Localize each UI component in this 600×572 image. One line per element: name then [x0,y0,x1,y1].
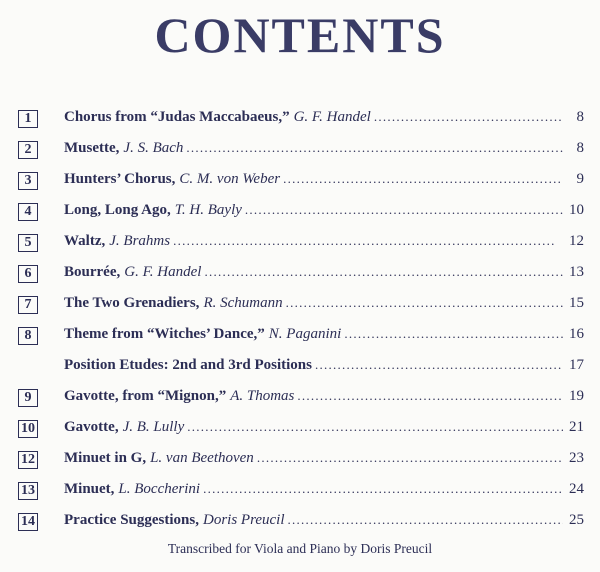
page-number: 17 [569,357,584,373]
toc-row[interactable] [18,477,584,508]
toc-row[interactable] [18,260,584,291]
piece-title: Gavotte, from “Mignon,” [64,388,227,404]
composer-name: N. Paganini [268,326,342,342]
track-number-box: 8 [18,327,38,345]
page-number: 8 [576,140,584,156]
toc-row[interactable] [18,446,584,477]
dot-leader [203,481,563,497]
track-number-box: 5 [18,234,38,252]
track-number-box: 13 [18,482,38,500]
track-number-box: 4 [18,203,38,221]
piece-title: Chorus from “Judas Maccabaeus,” [64,109,290,125]
composer-name: J. S. Bach [123,140,184,156]
toc-entry [64,512,584,529]
track-number-box: 14 [18,513,38,531]
composer-name: A. Thomas [230,388,295,404]
page-number: 21 [569,419,584,435]
dot-leader [297,388,563,404]
footer-credit: Transcribed for Viola and Piano by Doris Preucil [167,541,433,556]
toc-row[interactable] [18,229,584,260]
page-number: 23 [569,450,584,466]
toc-entry [64,233,584,250]
dot-leader [283,171,563,187]
piece-title: Musette, [64,140,120,156]
toc-row[interactable] [18,508,584,539]
composer-name: Doris Preucil [202,512,285,528]
piece-title: Bourrée, [64,264,121,280]
toc-row[interactable] [18,167,584,198]
dot-leader [257,450,563,466]
composer-name: J. Brahms [109,233,171,249]
toc-entry [64,171,584,188]
dot-leader [286,295,563,311]
composer-name: J. B. Lully [122,419,185,435]
page-number: 25 [569,512,584,528]
page-number: 24 [569,481,584,497]
piece-title: Position Etudes: 2nd and 3rd Positions [64,357,312,373]
dot-leader [204,264,563,280]
track-number-box: 12 [18,451,38,469]
track-number-box: 10 [18,420,38,438]
composer-name: C. M. von Weber [179,171,281,187]
toc-entry [64,481,584,498]
toc-entry [64,388,584,405]
composer-name: R. Schumann [203,295,283,311]
dot-leader [245,202,563,218]
composer-name: T. H. Bayly [174,202,242,218]
toc-row[interactable] [18,105,584,136]
toc-row[interactable] [18,198,584,229]
composer-name: L. van Beethoven [150,450,254,466]
toc-entry [64,109,584,126]
page-number: 10 [569,202,584,218]
toc-entry [64,264,584,281]
track-number-box: 3 [18,172,38,190]
piece-title: Minuet in G, [64,450,147,466]
toc-entry [64,357,584,374]
toc-entry [64,202,584,219]
toc-entry [64,326,584,343]
page-title: CONTENTS [154,7,446,63]
track-number-box: 1 [18,110,38,128]
composer-name: G. F. Handel [124,264,202,280]
page-number: 13 [569,264,584,280]
dot-leader [344,326,563,342]
track-number-box: 9 [18,389,38,407]
toc-row[interactable] [18,384,584,415]
track-number-box: 2 [18,141,38,159]
piece-title: Waltz, [64,233,106,249]
toc-row[interactable] [18,291,584,322]
piece-title: Gavotte, [64,419,119,435]
piece-title: Long, Long Ago, [64,202,171,218]
page-number: 15 [569,295,584,311]
dot-leader [186,140,563,156]
toc-row[interactable] [18,136,584,167]
page-number: 8 [576,109,584,125]
piece-title: Minuet, [64,481,115,497]
piece-title: Hunters’ Chorus, [64,171,176,187]
dot-leader [288,512,563,528]
piece-title: Theme from “Witches’ Dance,” [64,326,265,342]
page-number: 9 [576,171,584,187]
toc-entry [64,140,584,157]
table-of-contents [18,105,584,539]
piece-title: Practice Suggestions, [64,512,199,528]
dot-leader [173,233,563,249]
page-number: 12 [569,233,584,249]
toc-entry [64,419,584,436]
toc-entry [64,450,584,467]
composer-name: G. F. Handel [293,109,371,125]
toc-row[interactable] [18,353,584,384]
dot-leader [315,357,563,373]
dot-leader [187,419,563,435]
toc-entry [64,295,584,312]
dot-leader [374,109,563,125]
composer-name: L. Boccherini [118,481,201,497]
track-number-box: 6 [18,265,38,283]
track-number-box: 7 [18,296,38,314]
page-number: 16 [569,326,584,342]
toc-row[interactable] [18,415,584,446]
toc-row[interactable] [18,322,584,353]
piece-title: The Two Grenadiers, [64,295,200,311]
page-number: 19 [569,388,584,404]
